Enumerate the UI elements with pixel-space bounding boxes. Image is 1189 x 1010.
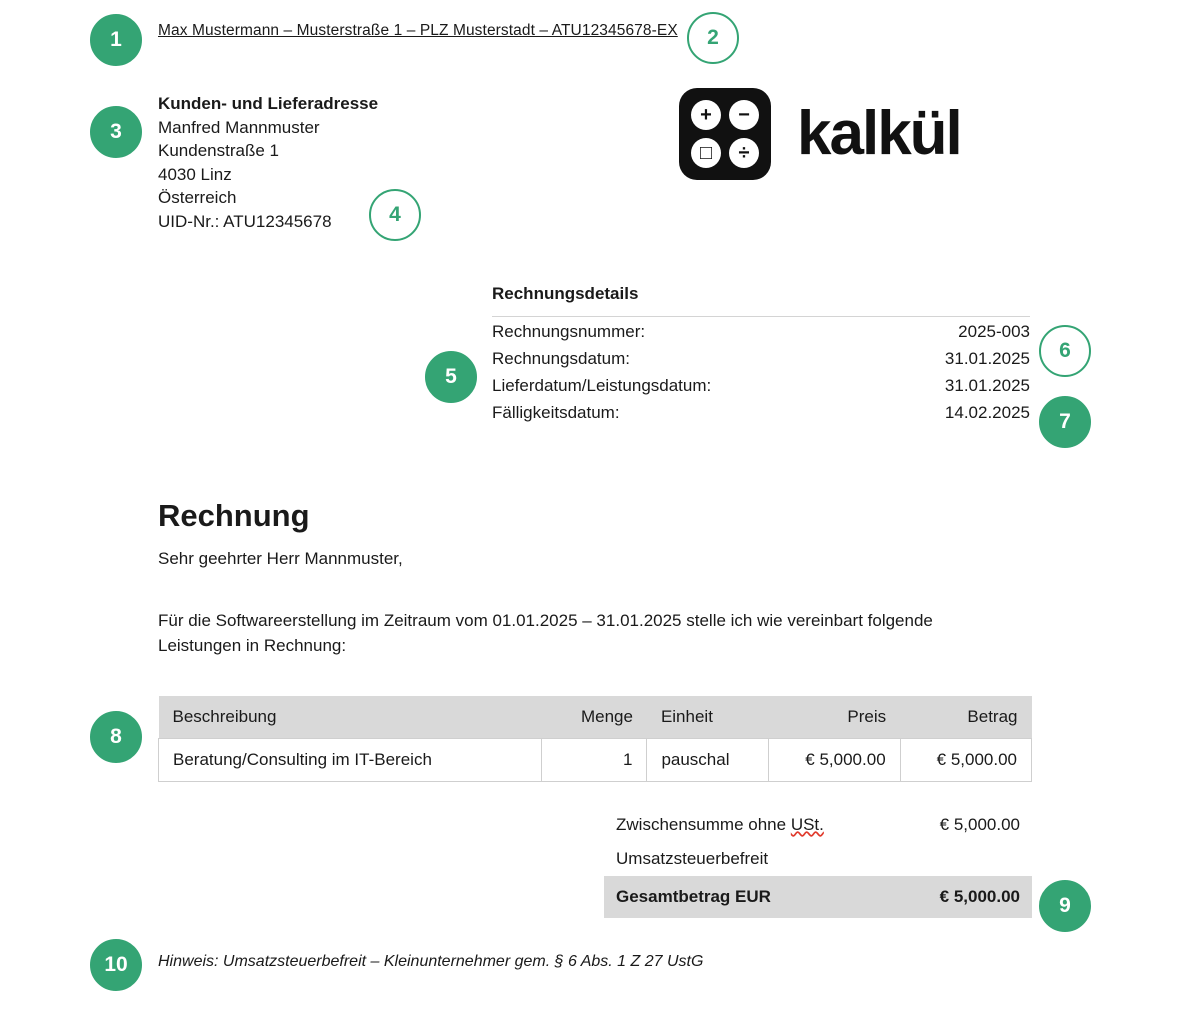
recipient-city: 4030 Linz — [158, 164, 232, 184]
subtotal-label — [616, 815, 824, 835]
table-row — [159, 739, 1032, 782]
detail-row — [492, 317, 1030, 344]
plus-icon: + — [691, 100, 721, 130]
recipient-street: Kundenstraße 1 — [158, 141, 279, 160]
detail-row — [492, 371, 1030, 398]
detail-value: 31.01.2025 — [944, 376, 1030, 395]
recipient-vat-id: UID-Nr.: ATU12345678 — [158, 211, 332, 231]
cell-amount: € 5,000.00 — [900, 739, 1031, 782]
grand-total-value: € 5,000.00 — [939, 887, 1020, 906]
totals-section — [616, 808, 1032, 918]
recipient-country: Österreich — [158, 188, 237, 207]
tax-note-label: Umsatzsteuerbefreit — [616, 849, 769, 868]
divide-icon: ÷ — [729, 138, 759, 168]
cell-description: Beratung/Consulting im IT-Bereich — [159, 739, 542, 782]
subtotal-label-vat-abbr: USt. — [790, 815, 824, 834]
callout-badge: 5 — [425, 351, 477, 403]
vat-exemption-note: Hinweis: Umsatzsteuerbefreit – Kleinunternehmer gem. § 6 Abs. 1 Z 27 UstG — [158, 953, 704, 970]
detail-value: 14.02.2025 — [944, 403, 1030, 422]
detail-label: Fälligkeitsdatum: — [492, 403, 620, 422]
subtotal-label-text: Zwischensumme ohne — [616, 815, 791, 834]
detail-label: Rechnungsnummer: — [492, 322, 646, 341]
invoice-details-title: Rechnungsdetails — [492, 284, 1030, 317]
table-header-row — [159, 696, 1032, 739]
detail-value: 31.01.2025 — [944, 349, 1030, 368]
detail-label: Rechnungsdatum: — [492, 349, 630, 368]
brand-logo — [679, 88, 961, 180]
invoice-details — [492, 284, 1030, 425]
cell-quantity: 1 — [541, 739, 647, 782]
callout-badge: 4 — [369, 189, 421, 241]
detail-value: 2025-003 — [958, 322, 1030, 341]
cell-price: € 5,000.00 — [769, 739, 900, 782]
detail-row — [492, 344, 1030, 371]
callout-badge: 8 — [90, 711, 142, 763]
recipient-heading: Kunden- und Lieferadresse — [158, 94, 379, 113]
recipient-address-block — [158, 92, 378, 233]
column-header-price: Preis — [769, 696, 900, 739]
column-header-quantity: Menge — [541, 696, 647, 739]
intro-paragraph: Für die Softwareerstellung im Zeitraum vom 01.01.2025 – 31.01.2025 stelle ich wie vereinbart folgende Leistungen in Rechnung: — [158, 611, 933, 655]
detail-row — [492, 398, 1030, 425]
callout-badge: 3 — [90, 106, 142, 158]
calculator-icon — [679, 88, 771, 180]
callout-badge: 7 — [1039, 396, 1091, 448]
salutation-text: Sehr geehrter Herr Mannmuster, — [158, 549, 403, 568]
callout-badge: 9 — [1039, 880, 1091, 932]
callout-badge: 1 — [90, 14, 142, 66]
subtotal-row — [616, 808, 1032, 842]
sender-address-line: Max Mustermann – Musterstraße 1 – PLZ Musterstadt – ATU12345678-EX — [158, 22, 678, 39]
column-header-amount: Betrag — [900, 696, 1031, 739]
line-items-table — [158, 696, 1032, 782]
subtotal-value: € 5,000.00 — [939, 815, 1020, 834]
callout-badge: 2 — [687, 12, 739, 64]
column-header-unit: Einheit — [647, 696, 769, 739]
detail-label: Lieferdatum/Leistungsdatum: — [492, 376, 712, 395]
brand-name: kalkül — [797, 99, 961, 168]
multiply-icon: □ — [691, 138, 721, 168]
callout-badge: 10 — [90, 939, 142, 991]
grand-total-label: Gesamtbetrag EUR — [616, 887, 771, 906]
callout-badge: 6 — [1039, 325, 1091, 377]
column-header-description: Beschreibung — [159, 696, 542, 739]
minus-icon: − — [729, 100, 759, 130]
page-title: Rechnung — [158, 497, 310, 533]
recipient-name: Manfred Mannmuster — [158, 117, 320, 137]
tax-note-row — [616, 842, 1032, 876]
grand-total-row — [604, 876, 1032, 918]
cell-unit: pauschal — [647, 739, 769, 782]
